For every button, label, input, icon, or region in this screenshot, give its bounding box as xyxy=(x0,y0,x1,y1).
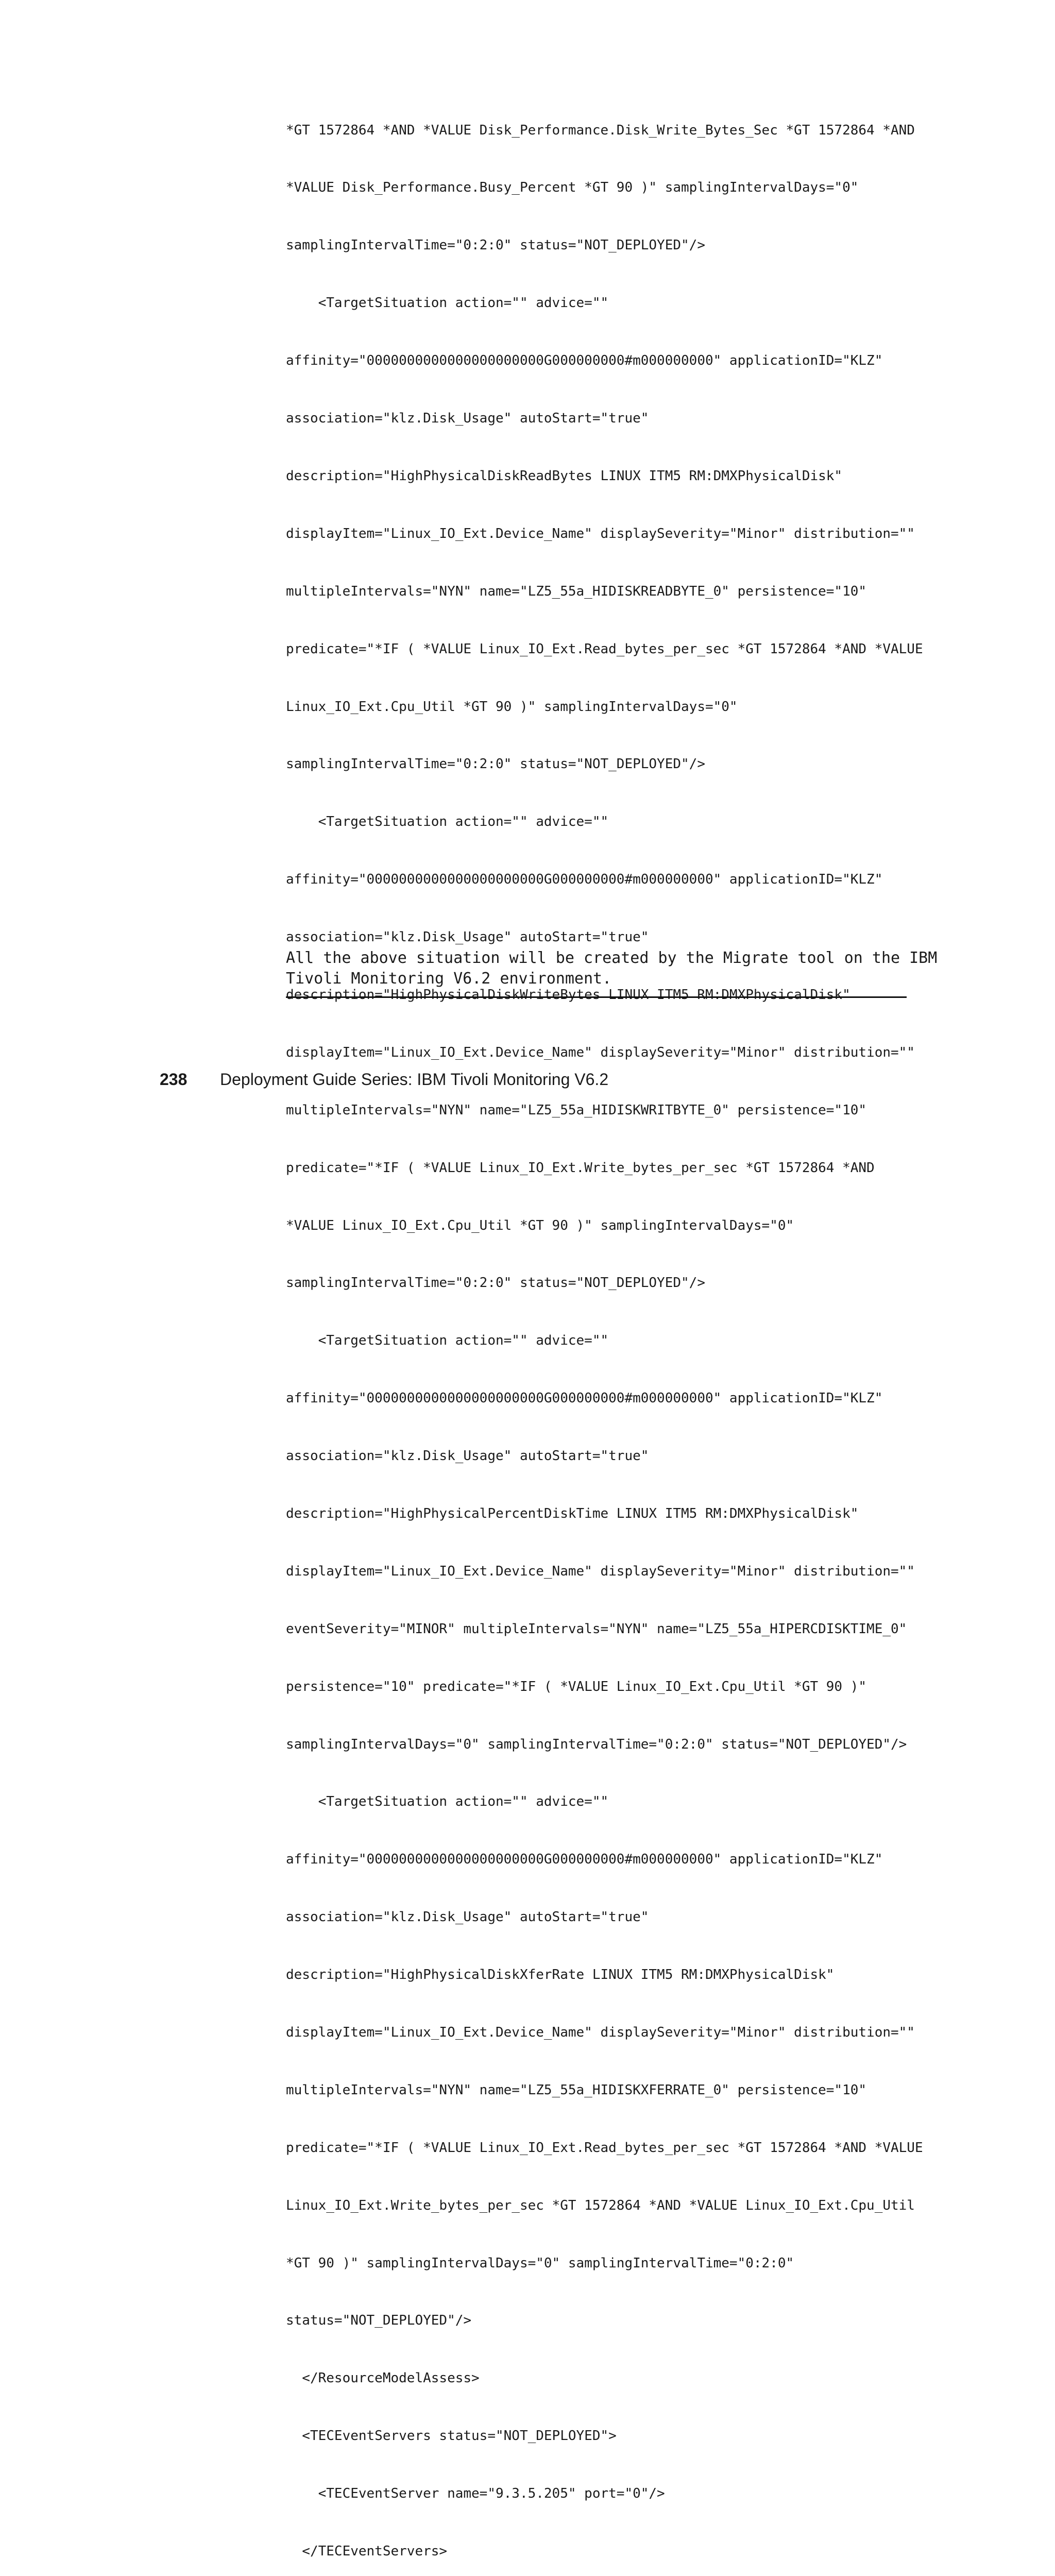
code-line: Linux_IO_Ext.Cpu_Util *GT 90 )" samplingIntervalDays="0" xyxy=(286,699,738,715)
code-line: displayItem="Linux_IO_Ext.Device_Name" displaySeverity="Minor" distribution="" xyxy=(286,1044,915,1060)
code-line: samplingIntervalTime="0:2:0" status="NOT_DEPLOYED"/> xyxy=(286,238,705,253)
code-line: description="HighPhysicalDiskReadBytes LINUX ITM5 RM:DMXPhysicalDisk" xyxy=(286,468,843,484)
code-line: </ResourceModelAssess> xyxy=(286,2370,480,2386)
code-line: persistence="10" predicate="*IF ( *VALUE Linux_IO_Ext.Cpu_Util *GT 90 )" xyxy=(286,1679,867,1694)
code-line: *VALUE Disk_Performance.Busy_Percent *GT 90 )" samplingIntervalDays="0" xyxy=(286,180,859,196)
code-line: predicate="*IF ( *VALUE Linux_IO_Ext.Write_bytes_per_sec *GT 1572864 *AND xyxy=(286,1160,875,1176)
code-line: *GT 1572864 *AND *VALUE Disk_Performance.Disk_Write_Bytes_Sec *GT 1572864 *AND xyxy=(286,122,915,138)
code-line: *VALUE Linux_IO_Ext.Cpu_Util *GT 90 )" samplingIntervalDays="0" xyxy=(286,1217,794,1233)
code-line: affinity="0000000000000000000000G000000000#m000000000" applicationID="KLZ" xyxy=(286,1391,883,1406)
code-line: <TargetSituation action="" advice="" xyxy=(286,295,609,311)
code-line: eventSeverity="MINOR" multipleIntervals="NYN" name="LZ5_55a_HIPERCDISKTIME_0" xyxy=(286,1621,907,1637)
code-line: multipleIntervals="NYN" name="LZ5_55a_HIDISKREADBYTE_0" persistence="10" xyxy=(286,583,867,599)
code-line: association="klz.Disk_Usage" autoStart="true" xyxy=(286,929,649,945)
code-line: predicate="*IF ( *VALUE Linux_IO_Ext.Read_bytes_per_sec *GT 1572864 *AND *VALUE xyxy=(286,641,923,657)
migration-note xyxy=(286,948,938,989)
section-divider xyxy=(286,996,907,998)
page-number: 238 xyxy=(160,1070,188,1089)
note-line-2: Tivoli Monitoring V6.2 environment. xyxy=(286,970,612,988)
code-line: affinity="0000000000000000000000G000000000#m000000000" applicationID="KLZ" xyxy=(286,872,883,888)
code-line: <TargetSituation action="" advice="" xyxy=(286,814,609,830)
code-line: Linux_IO_Ext.Write_bytes_per_sec *GT 1572864 *AND *VALUE Linux_IO_Ext.Cpu_Util xyxy=(286,2197,915,2213)
code-line: association="klz.Disk_Usage" autoStart="true" xyxy=(286,1909,649,1925)
code-listing xyxy=(286,82,938,2576)
code-line: multipleIntervals="NYN" name="LZ5_55a_HIDISKXFERRATE_0" persistence="10" xyxy=(286,2082,867,2098)
note-line-1: All the above situation will be created by the Migrate tool on the IBM xyxy=(286,949,938,967)
code-line: displayItem="Linux_IO_Ext.Device_Name" displaySeverity="Minor" distribution="" xyxy=(286,1563,915,1579)
code-line: description="HighPhysicalPercentDiskTime LINUX ITM5 RM:DMXPhysicalDisk" xyxy=(286,1505,859,1521)
code-line: displayItem="Linux_IO_Ext.Device_Name" displaySeverity="Minor" distribution="" xyxy=(286,526,915,541)
code-line: status="NOT_DEPLOYED"/> xyxy=(286,2313,472,2329)
code-line: association="klz.Disk_Usage" autoStart="true" xyxy=(286,411,649,427)
code-line: <TECEventServers status="NOT_DEPLOYED"> xyxy=(286,2428,617,2444)
code-line: samplingIntervalDays="0" samplingIntervalTime="0:2:0" status="NOT_DEPLOYED"/> xyxy=(286,1736,907,1752)
code-line: <TargetSituation action="" advice="" xyxy=(286,1794,609,1810)
code-line: samplingIntervalTime="0:2:0" status="NOT_DEPLOYED"/> xyxy=(286,1275,705,1291)
code-line: predicate="*IF ( *VALUE Linux_IO_Ext.Read_bytes_per_sec *GT 1572864 *AND *VALUE xyxy=(286,2140,923,2156)
code-line: samplingIntervalTime="0:2:0" status="NOT_DEPLOYED"/> xyxy=(286,756,705,772)
code-line: association="klz.Disk_Usage" autoStart="true" xyxy=(286,1448,649,1464)
code-line: description="HighPhysicalDiskXferRate LINUX ITM5 RM:DMXPhysicalDisk" xyxy=(286,1967,835,1983)
code-line: </TECEventServers> xyxy=(286,2544,448,2559)
code-line: *GT 90 )" samplingIntervalDays="0" samplingIntervalTime="0:2:0" xyxy=(286,2255,794,2271)
code-line: <TargetSituation action="" advice="" xyxy=(286,1333,609,1349)
code-line: <TECEventServer name="9.3.5.205" port="0"/> xyxy=(286,2486,665,2502)
page-footer xyxy=(160,1069,608,1090)
footer-title: Deployment Guide Series: IBM Tivoli Monitoring V6.2 xyxy=(220,1070,609,1089)
code-line: multipleIntervals="NYN" name="LZ5_55a_HIDISKWRITBYTE_0" persistence="10" xyxy=(286,1102,867,1118)
code-line: affinity="0000000000000000000000G000000000#m000000000" applicationID="KLZ" xyxy=(286,353,883,369)
code-line: description="HighPhysicalDiskWriteBytes LINUX ITM5 RM:DMXPhysicalDisk" xyxy=(286,987,850,1003)
code-line: displayItem="Linux_IO_Ext.Device_Name" displaySeverity="Minor" distribution="" xyxy=(286,2024,915,2040)
code-line: affinity="0000000000000000000000G000000000#m000000000" applicationID="KLZ" xyxy=(286,1852,883,1868)
